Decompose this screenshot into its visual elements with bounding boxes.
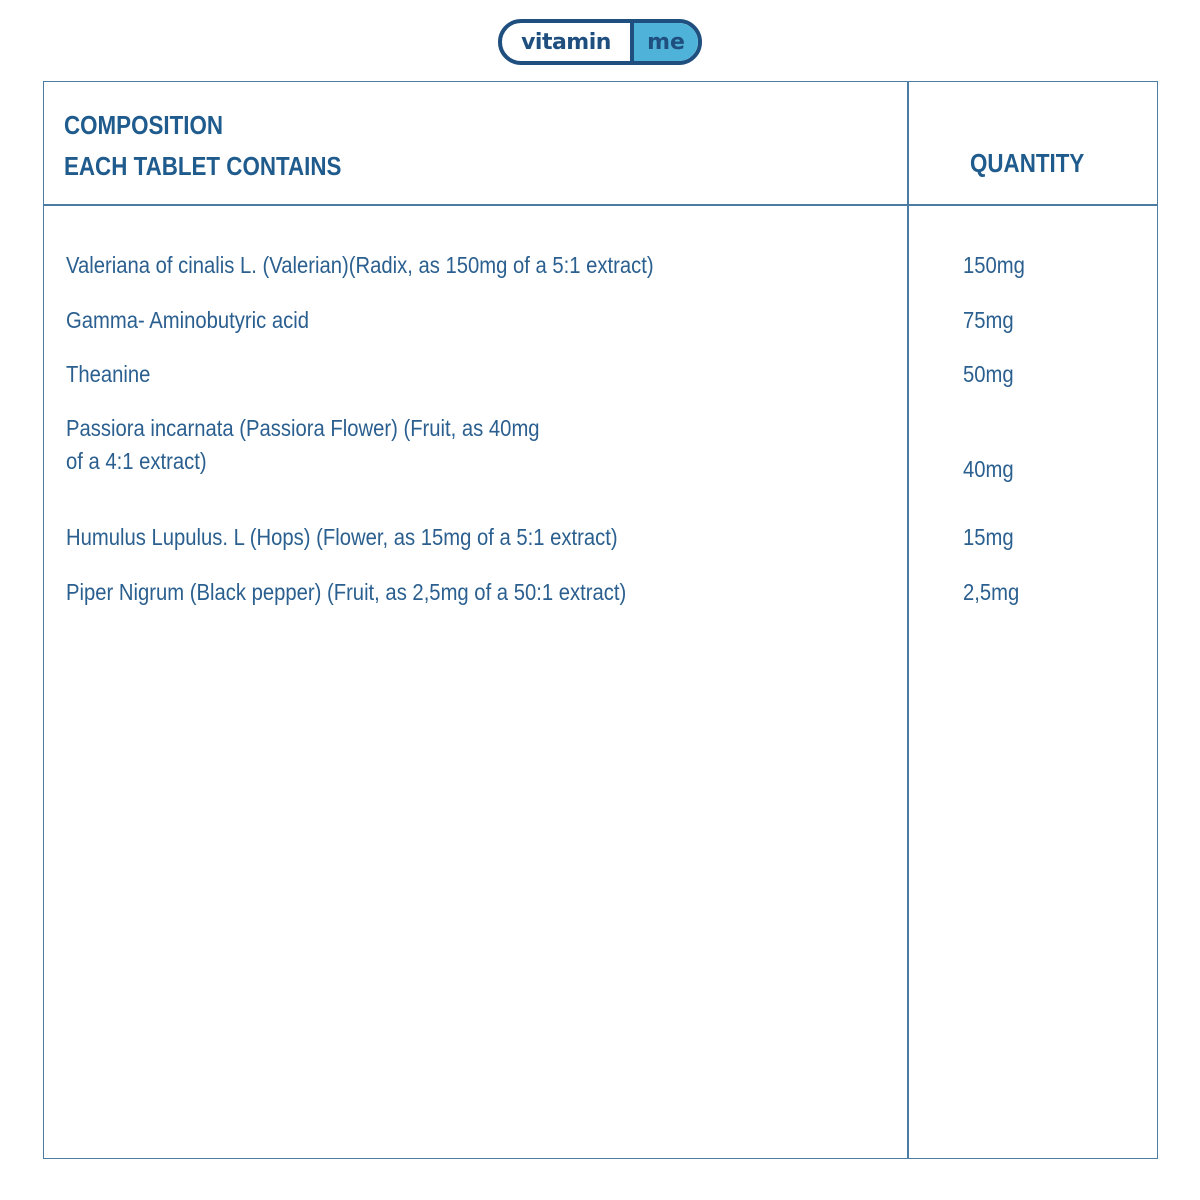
quantity-theanine: 50mg — [963, 361, 1014, 387]
quantity-gaba: 75mg — [963, 307, 1014, 333]
ingredient-passiflora-line2: of a 4:1 extract) — [66, 448, 207, 474]
composition-heading: COMPOSITION — [64, 110, 224, 140]
quantity-heading: QUANTITY — [970, 148, 1085, 178]
ingredient-valerian: Valeriana of cinalis L. (Valerian)(Radix, as 150mg of a 5:1 extract) — [66, 252, 654, 278]
composition-table — [43, 81, 1158, 1159]
quantity-passiflora: 40mg — [963, 456, 1014, 482]
column-divider — [907, 81, 909, 1159]
quantity-black-pepper: 2,5mg — [963, 579, 1020, 605]
quantity-hops: 15mg — [963, 524, 1014, 550]
ingredient-black-pepper: Piper Nigrum (Black pepper) (Fruit, as 2,5mg of a 50:1 extract) — [66, 579, 627, 605]
each-tablet-heading: EACH TABLET CONTAINS — [64, 151, 342, 181]
ingredient-hops: Humulus Lupulus. L (Hops) (Flower, as 15mg of a 5:1 extract) — [66, 524, 618, 550]
logo-me-text: me — [634, 23, 698, 61]
ingredient-theanine: Theanine — [66, 361, 151, 387]
brand-logo — [498, 19, 702, 65]
ingredient-passiflora-line1: Passiora incarnata (Passiora Flower) (Fruit, as 40mg — [66, 415, 540, 441]
header-divider — [43, 204, 1158, 206]
quantity-valerian: 150mg — [963, 252, 1025, 278]
ingredient-gaba: Gamma- Aminobutyric acid — [66, 307, 309, 333]
logo-vitamin-text: vitamin — [502, 23, 634, 61]
